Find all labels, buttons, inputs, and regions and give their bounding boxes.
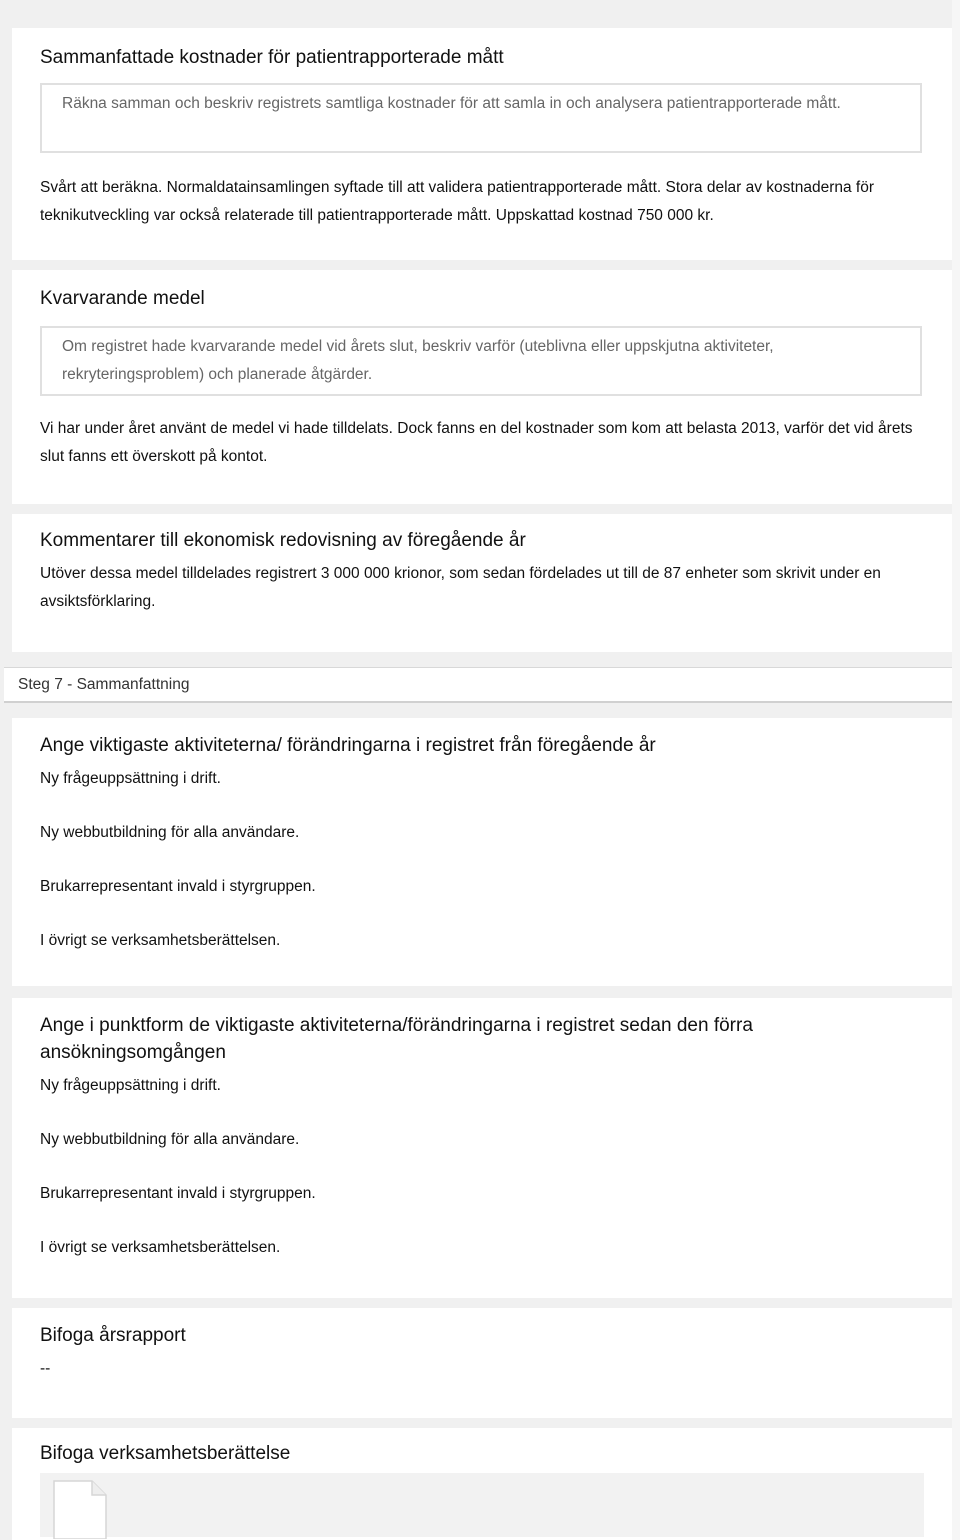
section-title: Kommentarer till ekonomisk redovisning av föregående år	[40, 530, 526, 551]
section-answer	[40, 1072, 924, 1262]
answer-text: Vi har under året använt de medel vi hade tilldelats. Dock fanns en del kostnader som kom att belasta 2013, varför det vid årets slut fanns ett överskott på kontot.	[40, 420, 913, 465]
answer-text: Utöver dessa medel tilldelades registrert 3 000 000 krionor, som sedan fördelades ut till de 87 enheter som skrivit under en avsiktsförklaring.	[40, 565, 881, 610]
scroll-edge	[952, 0, 960, 1540]
section-answer	[40, 560, 924, 616]
section-title: Bifoga verksamhetsberättelse	[40, 1443, 291, 1464]
list-item: Ny frågeuppsättning i drift.	[40, 1077, 221, 1094]
section-hint: Räkna samman och beskriv registrets samtliga kostnader för att samla in och analysera patientrapporterade mått.	[40, 83, 922, 153]
section-title: Kvarvarande medel	[40, 288, 205, 309]
section-activities-prev-year	[12, 718, 952, 986]
list-item: I övrigt se verksamhetsberättelsen.	[40, 1239, 281, 1256]
section-title: Ange i punktform de viktigaste aktiviteterna/förändringarna i registret sedan den förra ansökningsomgången	[40, 1015, 753, 1063]
section-answer	[40, 765, 924, 955]
section-answer	[40, 174, 924, 230]
section-activity-report	[12, 1428, 952, 1540]
list-item: Brukarrepresentant invald i styrgruppen.	[40, 878, 316, 895]
list-item: Ny webbutbildning för alla användare.	[40, 1131, 300, 1148]
list-item: Brukarrepresentant invald i styrgruppen.	[40, 1185, 316, 1202]
section-remaining-funds	[12, 270, 952, 504]
section-comments	[12, 514, 952, 652]
section-answer	[40, 1355, 924, 1383]
answer-text: Svårt att beräkna. Normaldatainsamlingen syftade till att validera patientrapporterade mått. Stora delar av kostnaderna för teknikutveckling var också relaterade till patientrapporterade mått. Uppskattad kostnad 750 000 kr.	[40, 179, 875, 224]
attachment-preview[interactable]	[40, 1473, 924, 1537]
list-item: Ny frågeuppsättning i drift.	[40, 770, 221, 787]
step-header: Steg 7 - Sammanfattning	[4, 667, 958, 703]
list-item: I övrigt se verksamhetsberättelsen.	[40, 932, 281, 949]
answer-text: --	[40, 1360, 51, 1377]
section-costs	[12, 28, 952, 260]
section-title: Sammanfattade kostnader för patientrapporterade mått	[40, 47, 504, 68]
section-activities-since-last	[12, 998, 952, 1298]
document-icon[interactable]	[52, 1479, 108, 1540]
section-answer	[40, 415, 924, 471]
section-annual-report	[12, 1308, 952, 1418]
section-title: Bifoga årsrapport	[40, 1325, 186, 1346]
section-title: Ange viktigaste aktiviteterna/ förändringarna i registret från föregående år	[40, 735, 656, 756]
section-hint: Om registret hade kvarvarande medel vid årets slut, beskriv varför (uteblivna eller uppskjutna aktiviteter, rekryteringsproblem) och planerade åtgärder.	[40, 326, 922, 396]
list-item: Ny webbutbildning för alla användare.	[40, 824, 300, 841]
